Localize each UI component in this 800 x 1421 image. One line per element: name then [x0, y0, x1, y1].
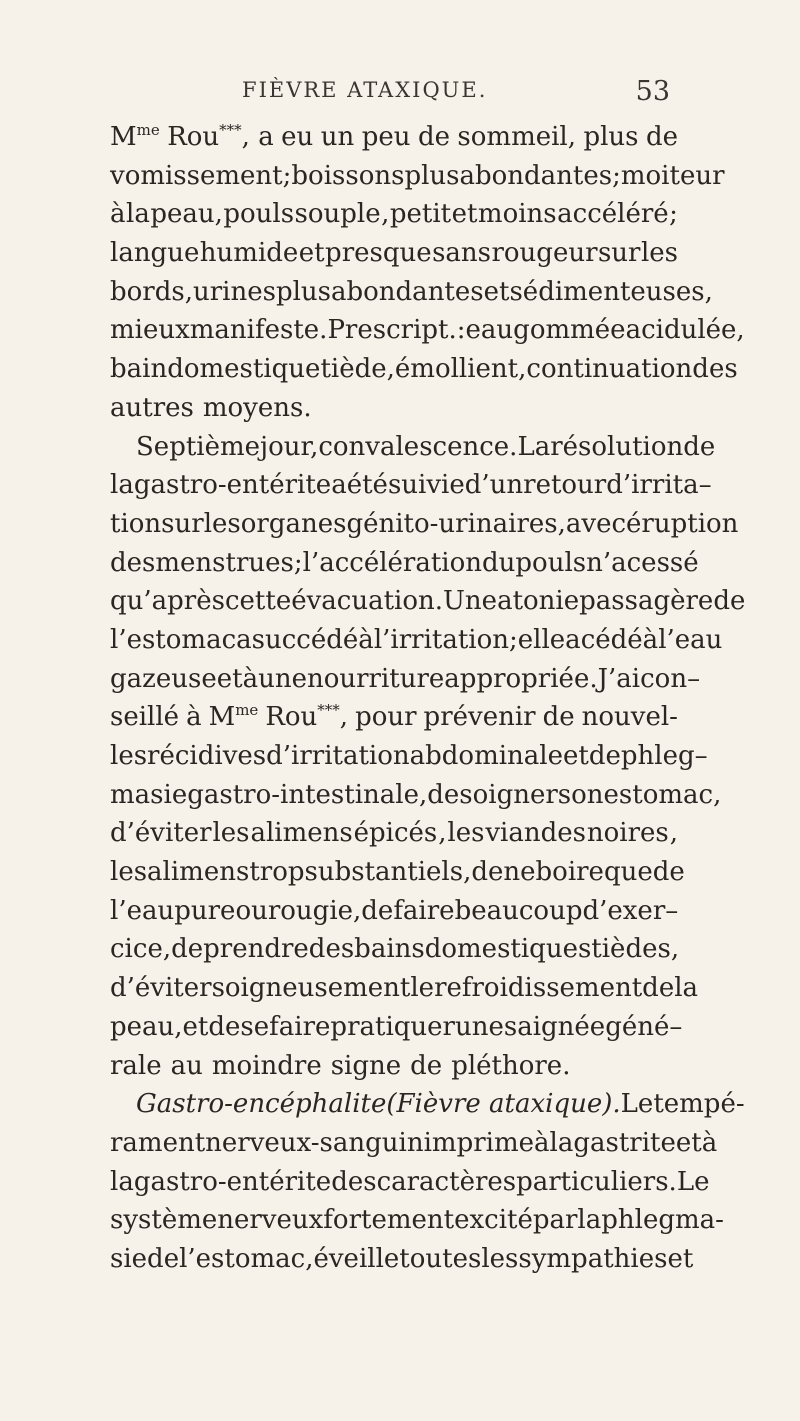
word: la	[110, 1166, 134, 1197]
word: souple	[294, 199, 381, 230]
word: et	[182, 1011, 209, 1042]
word: et	[483, 276, 510, 307]
word: été	[346, 470, 388, 501]
word: à	[358, 624, 374, 655]
word: rale	[110, 1050, 162, 1081]
word: continuation	[526, 354, 693, 385]
word: La	[517, 431, 551, 462]
word: un	[320, 122, 355, 152]
word: sommeil,	[457, 122, 577, 152]
word: se	[240, 1011, 270, 1042]
word: atonie	[497, 586, 580, 617]
word: émollient,	[394, 354, 527, 385]
word: d’exer–	[582, 895, 679, 926]
word: à	[242, 663, 259, 694]
word: caractères	[376, 1166, 517, 1197]
word: trop	[249, 857, 305, 888]
word: et	[216, 663, 243, 694]
word: de	[361, 895, 394, 926]
body-text	[110, 118, 746, 1279]
word: menstrues;	[155, 547, 303, 578]
word: la	[577, 1205, 602, 1236]
word: moiteur	[620, 160, 725, 191]
word: gazeuse	[110, 663, 217, 694]
word: récidives	[147, 741, 267, 771]
word: toutes	[399, 1243, 482, 1274]
word: de	[171, 934, 204, 965]
word: ,	[463, 857, 472, 888]
word: rougeur	[491, 238, 598, 269]
word: l’estomac,	[179, 1243, 314, 1274]
word: des	[331, 1166, 377, 1197]
word: d’irritation	[266, 741, 410, 771]
text-line	[110, 1008, 683, 1047]
word: sie	[110, 1243, 148, 1274]
word: a	[565, 624, 581, 655]
word: refroidissement	[434, 973, 643, 1004]
word: sans	[432, 238, 492, 269]
text-line	[110, 853, 685, 892]
word: à	[110, 199, 126, 230]
page-number: 53	[635, 76, 670, 107]
word: phlegma-	[601, 1205, 724, 1236]
word: par	[532, 1205, 578, 1236]
word: moindre	[211, 1050, 322, 1081]
word: peau,	[150, 199, 223, 230]
word: les	[110, 741, 148, 771]
text-line	[110, 1124, 718, 1163]
word: eau	[465, 315, 514, 346]
word: à	[186, 702, 202, 733]
honorific: $M^{me}$	[208, 701, 259, 733]
word: peau,	[110, 1011, 183, 1042]
word: cette	[224, 586, 292, 617]
word: manifeste.	[189, 315, 328, 346]
word: rament	[110, 1127, 206, 1158]
word: prendre	[203, 934, 309, 965]
word: acidulée,	[625, 315, 745, 346]
word: eu	[281, 122, 314, 152]
word: plus	[275, 276, 331, 307]
word: l’eau	[110, 895, 175, 926]
word: sympathies	[518, 1243, 668, 1274]
word: éveille	[313, 1243, 400, 1274]
word: de	[588, 741, 621, 771]
word: de	[208, 1011, 241, 1042]
section-subheading: (Fièvre ataxique).	[386, 1089, 621, 1120]
word: bain	[110, 354, 168, 385]
word: cédé	[580, 624, 643, 655]
word: a	[236, 624, 252, 655]
text-line	[110, 466, 712, 505]
word: Une	[443, 586, 498, 617]
word: et	[563, 741, 589, 771]
text-line	[110, 892, 678, 931]
word: de	[652, 857, 685, 888]
word: ,	[669, 818, 678, 849]
word: masie	[110, 779, 188, 810]
page-header	[110, 78, 670, 118]
word: à	[642, 624, 659, 655]
word: la	[674, 973, 699, 1004]
word: ,	[381, 199, 390, 230]
word: des	[308, 934, 355, 965]
word: les	[110, 857, 148, 888]
word: tion	[110, 508, 162, 539]
word: et	[298, 238, 325, 269]
word: accéléré	[557, 199, 669, 230]
text-line	[110, 1163, 710, 1202]
word: soigner	[459, 779, 558, 810]
word: au	[170, 1050, 203, 1081]
word: boissons	[291, 160, 405, 191]
text-line	[110, 505, 739, 544]
word: géné–	[605, 1011, 683, 1042]
word: l’irritation;	[373, 624, 518, 655]
word: épicés	[353, 818, 438, 849]
word: suivie	[387, 470, 465, 501]
text-line	[110, 737, 708, 776]
text-line	[110, 582, 746, 621]
word: ;	[612, 160, 621, 191]
word: organes	[240, 508, 347, 539]
word: sur	[597, 238, 641, 269]
word: alimens	[147, 857, 250, 888]
word: d’éviter	[110, 818, 212, 849]
word: la	[549, 1127, 574, 1158]
word: de	[642, 973, 675, 1004]
word: passagère	[579, 586, 714, 617]
word: les	[640, 238, 678, 269]
word: nourriture	[306, 663, 445, 694]
word: de	[683, 431, 716, 462]
word: évacuation.	[291, 586, 444, 617]
word: ,	[438, 818, 447, 849]
word: abondantes	[459, 160, 613, 191]
word: pratiquer	[330, 1011, 455, 1042]
paragraph-start	[110, 1085, 745, 1124]
word: de	[410, 1050, 443, 1081]
text-line	[110, 273, 713, 312]
word: con–	[640, 663, 701, 694]
word: abdominale	[409, 741, 563, 771]
word: de	[471, 857, 504, 888]
word: qu’après	[110, 586, 225, 617]
word: les	[447, 818, 485, 849]
word: avec	[565, 508, 627, 539]
word: nerveux	[217, 1205, 324, 1236]
text-line	[110, 930, 678, 969]
section-heading: Gastro-encéphalite	[136, 1089, 387, 1120]
word: humide	[199, 238, 299, 269]
text-line	[110, 1240, 694, 1279]
text-line	[110, 118, 678, 157]
word: alimens	[250, 818, 353, 849]
running-title: FIÈVRE ATAXIQUE.	[242, 78, 488, 102]
word: seillé	[110, 702, 180, 733]
word: son	[557, 779, 604, 810]
word: moins	[477, 199, 557, 230]
word: une	[258, 663, 307, 694]
word: du	[482, 547, 516, 578]
word: urines	[192, 276, 276, 307]
word: petit	[389, 199, 452, 230]
word: presque	[325, 238, 432, 269]
word: l’accélération	[302, 547, 483, 578]
word: bords,	[110, 276, 193, 307]
word: langue	[110, 238, 200, 269]
paragraph-start	[110, 428, 716, 467]
word: saignée	[503, 1011, 606, 1042]
word: rougie,	[267, 895, 362, 926]
word: convalescence.	[318, 431, 518, 462]
word: de	[427, 779, 460, 810]
word: Prescript.	[327, 315, 457, 346]
word: phleg–	[620, 741, 708, 771]
word: les	[203, 508, 241, 539]
text-line	[110, 776, 722, 815]
word: n’a	[586, 547, 627, 578]
text-line	[110, 1047, 678, 1086]
word: soigneusement	[211, 973, 411, 1004]
word: cessé	[626, 547, 699, 578]
text-line	[110, 157, 725, 196]
text-line	[110, 814, 678, 853]
word: le	[410, 973, 435, 1004]
word: génito-urinaires,	[346, 508, 566, 539]
word: :	[456, 315, 466, 346]
word: estomac,	[603, 779, 722, 810]
word: pour	[355, 702, 417, 733]
word: cice,	[110, 934, 172, 965]
word: appropriée.	[444, 663, 598, 694]
word: pure	[174, 895, 236, 926]
word: faire	[269, 1011, 331, 1042]
word: succédé	[251, 624, 359, 655]
word: pouls	[223, 199, 295, 230]
word: noires	[586, 818, 669, 849]
word: l’eau	[658, 624, 723, 655]
word: plus	[583, 122, 639, 152]
word: boire	[535, 857, 604, 888]
word: vomissement;	[110, 160, 292, 191]
word: substantiels	[304, 857, 464, 888]
word: sédimenteuses,	[509, 276, 713, 307]
patient-name: Rou***,	[265, 701, 349, 733]
word: la	[110, 470, 134, 501]
word: des	[692, 354, 738, 385]
word: gastro-entérite	[133, 1166, 332, 1197]
word: éruption	[626, 508, 739, 539]
word: gastro-entérite	[133, 470, 332, 501]
word: retour	[523, 470, 607, 501]
word: tiède,	[320, 354, 395, 385]
word: J’ai	[597, 663, 641, 694]
word: gastrite	[573, 1127, 676, 1158]
word: abondantes	[331, 276, 484, 307]
word: de	[645, 122, 678, 152]
word: d’irrita–	[606, 470, 712, 501]
word: gommée	[513, 315, 626, 346]
word: et	[451, 199, 478, 230]
word: gastro-intestinale	[187, 779, 419, 810]
text-line	[110, 195, 678, 234]
word: elle	[517, 624, 566, 655]
word: et	[675, 1127, 702, 1158]
word: les	[481, 1243, 519, 1274]
word: pléthore.	[451, 1050, 571, 1081]
word: excité	[454, 1205, 533, 1236]
word: nerveux-sanguin	[205, 1127, 424, 1158]
word: sur	[161, 508, 204, 539]
text-line	[110, 660, 701, 699]
word: une	[454, 1011, 504, 1042]
word: viandes	[485, 818, 586, 849]
word: autres	[110, 392, 194, 423]
word: pouls	[515, 547, 587, 578]
word: Le	[676, 1166, 710, 1197]
word: nouvel-	[581, 702, 678, 733]
word: ,	[418, 779, 428, 810]
word: de	[417, 122, 450, 152]
word: et	[667, 1243, 694, 1274]
word: d’éviter	[110, 973, 212, 1004]
text-line	[110, 311, 745, 350]
word: Septième	[136, 431, 261, 462]
word: domestiques	[424, 934, 592, 965]
word: la	[126, 199, 150, 230]
word: ;	[669, 199, 678, 230]
word: l’estomac	[110, 624, 237, 655]
word: domestique	[167, 354, 321, 385]
word: Le	[620, 1089, 654, 1120]
word: de	[542, 702, 575, 733]
text-line	[110, 389, 678, 428]
word: ou	[235, 895, 268, 926]
word: de	[147, 1243, 180, 1274]
word: résolution	[550, 431, 684, 462]
word: signe	[330, 1050, 402, 1081]
word: les	[212, 818, 250, 849]
patient-name: Rou***, a	[167, 121, 274, 152]
word: imprime	[423, 1127, 534, 1158]
text-line	[110, 621, 723, 660]
text-line	[110, 234, 678, 273]
honorific: $M^{me}$	[110, 121, 160, 152]
text-line	[110, 1201, 724, 1240]
word: bains	[354, 934, 425, 965]
text-line	[110, 698, 678, 737]
word: ne	[503, 857, 536, 888]
text-line	[110, 969, 699, 1008]
word: faire	[393, 895, 455, 926]
word: à	[701, 1127, 718, 1158]
word: moyens.	[202, 392, 312, 423]
word: fortement	[323, 1205, 455, 1236]
word: tièdes,	[591, 934, 680, 965]
word: des	[110, 547, 156, 578]
word: prévenir	[423, 702, 536, 733]
word: de	[713, 586, 746, 617]
text-line	[110, 544, 699, 583]
word: particuliers.	[516, 1166, 677, 1197]
word: plus	[404, 160, 460, 191]
word: système	[110, 1205, 218, 1236]
word: mieux	[110, 315, 190, 346]
word: beaucoup	[454, 895, 583, 926]
word: d’un	[464, 470, 524, 501]
word: peu	[361, 122, 411, 152]
word: à	[534, 1127, 550, 1158]
word: jour,	[260, 431, 319, 462]
word: tempé-	[653, 1089, 745, 1120]
word: que	[603, 857, 653, 888]
text-line	[110, 350, 738, 389]
word: a	[331, 470, 347, 501]
